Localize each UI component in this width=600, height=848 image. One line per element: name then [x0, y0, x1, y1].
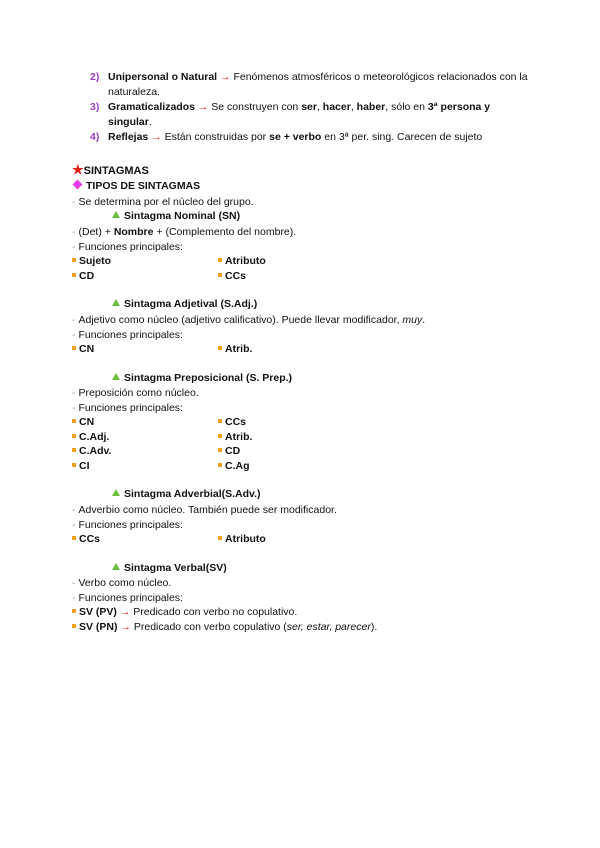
sn-functions-label — [72, 240, 183, 254]
function-item: CCs — [225, 270, 247, 282]
dash-bullet: - — [72, 226, 76, 238]
dash-bullet: - — [72, 196, 76, 208]
bullet-icon — [218, 448, 222, 452]
item-number: 2) — [90, 71, 100, 83]
bullet-icon — [218, 463, 222, 467]
function-item: C.Ag — [225, 460, 250, 472]
function-item: CCs — [225, 416, 247, 428]
function-item: Sujeto — [79, 255, 112, 267]
dash-bullet: - — [72, 592, 76, 604]
bullet-icon — [218, 273, 222, 277]
sv-desc — [72, 576, 171, 590]
item-title: Gramaticalizados — [108, 101, 195, 113]
item-number: 4) — [90, 131, 100, 143]
bullet-icon — [218, 346, 222, 350]
function-item: CN — [79, 343, 95, 355]
sprep-heading — [112, 372, 292, 384]
sv-pv-row — [72, 605, 297, 619]
bullet-icon — [72, 419, 76, 423]
dash-bullet: - — [72, 241, 76, 253]
bullet-icon — [218, 536, 222, 540]
sv-functions-label — [72, 591, 183, 605]
line-text: Funciones principales: — [78, 402, 183, 414]
sprep-desc — [72, 386, 199, 400]
arrow-icon: → — [197, 101, 209, 113]
item-text: Se construyen con — [211, 101, 299, 113]
sprep-functions-label — [72, 401, 183, 415]
arrow-icon: → — [120, 621, 131, 633]
function-item: CN — [79, 416, 95, 428]
numbered-item-2 — [90, 70, 530, 100]
function-item: CD — [225, 445, 241, 457]
sadj-functions-row-1 — [72, 342, 253, 356]
line-text: Funciones principales: — [78, 592, 183, 604]
sn-functions-row-1 — [72, 254, 266, 268]
line-text: Se determina por el núcleo del grupo. — [78, 196, 254, 208]
dash-bullet: - — [72, 577, 76, 589]
sn-formula — [72, 225, 296, 239]
heading-text: Sintagma Nominal (SN) — [124, 210, 241, 222]
sprep-functions-row-2 — [72, 430, 253, 444]
bullet-icon — [72, 434, 76, 438]
diamond-icon — [73, 180, 83, 190]
heading-text: Sintagma Adverbial(S.Adv.) — [124, 488, 261, 500]
line-text: Preposición como núcleo. — [78, 387, 199, 399]
heading-text: Sintagma Preposicional (S. Prep.) — [124, 372, 293, 384]
sadj-functions-label — [72, 328, 183, 342]
function-item: SV (PN) — [79, 621, 118, 633]
item-number: 3) — [90, 101, 100, 113]
heading-text: Sintagma Verbal(SV) — [124, 562, 227, 574]
function-item: CD — [79, 270, 95, 282]
line-text: Verbo como núcleo. — [78, 577, 172, 589]
line-text: (Det) + — [78, 226, 114, 238]
line-text: . — [422, 314, 426, 326]
triangle-icon — [112, 211, 120, 218]
item-title: Unipersonal o Natural — [108, 71, 218, 83]
function-item: C.Adv. — [79, 445, 112, 457]
bullet-icon — [72, 624, 76, 628]
line-text: + (Complemento del nombre). — [153, 226, 297, 238]
bold-term: Nombre — [113, 226, 154, 238]
dash-bullet: - — [72, 329, 76, 341]
line-text: Predicado con verbo no copulativo. — [133, 606, 298, 618]
separator: , — [350, 101, 354, 113]
sadv-functions-row-1 — [72, 532, 266, 546]
dash-bullet: - — [72, 504, 76, 516]
arrow-icon: → — [119, 606, 131, 618]
line-text: Funciones principales: — [78, 329, 183, 341]
bold-term: se + verbo — [269, 131, 322, 143]
line-text: Funciones principales: — [78, 241, 183, 253]
sadv-heading — [112, 488, 261, 500]
sv-heading — [112, 562, 227, 574]
sadj-heading — [112, 298, 257, 310]
line-text: Adjetivo como núcleo (adjetivo calificativo). Puede llevar modificador, — [78, 314, 403, 326]
item-text: . — [148, 116, 152, 128]
bullet-icon — [218, 434, 222, 438]
sadv-functions-label — [72, 518, 183, 532]
item-text: en 3ª per. sing. Carecen de sujeto — [324, 131, 483, 143]
italic-term: muy — [402, 314, 423, 326]
separator: , — [316, 101, 320, 113]
sadv-desc — [72, 503, 337, 517]
heading-text: TIPOS DE SINTAGMAS — [86, 180, 201, 192]
function-item: CI — [79, 460, 90, 472]
line-text: Adverbio como núcleo. También puede ser modificador. — [78, 504, 337, 516]
bold-term: haber — [356, 101, 386, 113]
bold-term: hacer — [322, 101, 351, 113]
heading-text: Sintagma Adjetival (S.Adj.) — [124, 298, 258, 310]
section-heading-sintagmas — [72, 162, 149, 178]
triangle-icon — [112, 489, 120, 496]
line-text: Predicado con verbo copulativo ( — [133, 621, 287, 633]
subsection-heading-tipos — [72, 180, 200, 192]
function-item: Atrib. — [225, 431, 253, 443]
numbered-item-4 — [90, 130, 530, 145]
dash-bullet: - — [72, 402, 76, 414]
function-item: SV (PV) — [79, 606, 117, 618]
sadj-desc — [72, 313, 425, 327]
line-text: Funciones principales: — [78, 519, 183, 531]
function-item: Atrib. — [225, 343, 253, 355]
dash-bullet: - — [72, 314, 76, 326]
function-item: CCs — [79, 533, 101, 545]
bullet-icon — [72, 258, 76, 262]
triangle-icon — [112, 563, 120, 570]
sprep-functions-row-4 — [72, 459, 250, 473]
dash-bullet: - — [72, 387, 76, 399]
sn-heading — [112, 210, 240, 222]
bullet-icon — [72, 346, 76, 350]
sv-pn-row — [72, 620, 377, 634]
function-item: Atributo — [225, 533, 266, 545]
bullet-icon — [218, 258, 222, 262]
sprep-functions-row-3 — [72, 444, 241, 458]
bullet-icon — [72, 273, 76, 277]
triangle-icon — [112, 373, 120, 380]
star-icon: ★ — [72, 162, 84, 177]
italic-term: ser, estar, parecer — [286, 621, 371, 633]
item-text: Están construidas por — [164, 131, 267, 143]
triangle-icon — [112, 299, 120, 306]
bold-term: 3ª persona y singular — [108, 101, 491, 128]
sn-functions-row-2 — [72, 269, 247, 283]
sprep-functions-row-1 — [72, 415, 247, 429]
line-text: ). — [370, 621, 378, 633]
item-text: Fenómenos atmosféricos o meteorológicos relacionados con la naturaleza. — [108, 71, 528, 98]
intro-line — [72, 195, 254, 209]
bullet-icon — [72, 536, 76, 540]
bullet-icon — [72, 609, 76, 613]
item-title: Reflejas — [108, 131, 149, 143]
heading-text: SINTAGMAS — [83, 165, 149, 177]
item-text: , sólo en — [385, 101, 425, 113]
dash-bullet: - — [72, 519, 76, 531]
bullet-icon — [72, 448, 76, 452]
bullet-icon — [218, 419, 222, 423]
bold-term: ser — [301, 101, 317, 113]
bullet-icon — [72, 463, 76, 467]
function-item: Atributo — [225, 255, 266, 267]
numbered-item-3 — [90, 100, 530, 130]
arrow-icon: → — [220, 71, 231, 83]
function-item: C.Adj. — [79, 431, 110, 443]
arrow-icon: → — [151, 131, 162, 143]
